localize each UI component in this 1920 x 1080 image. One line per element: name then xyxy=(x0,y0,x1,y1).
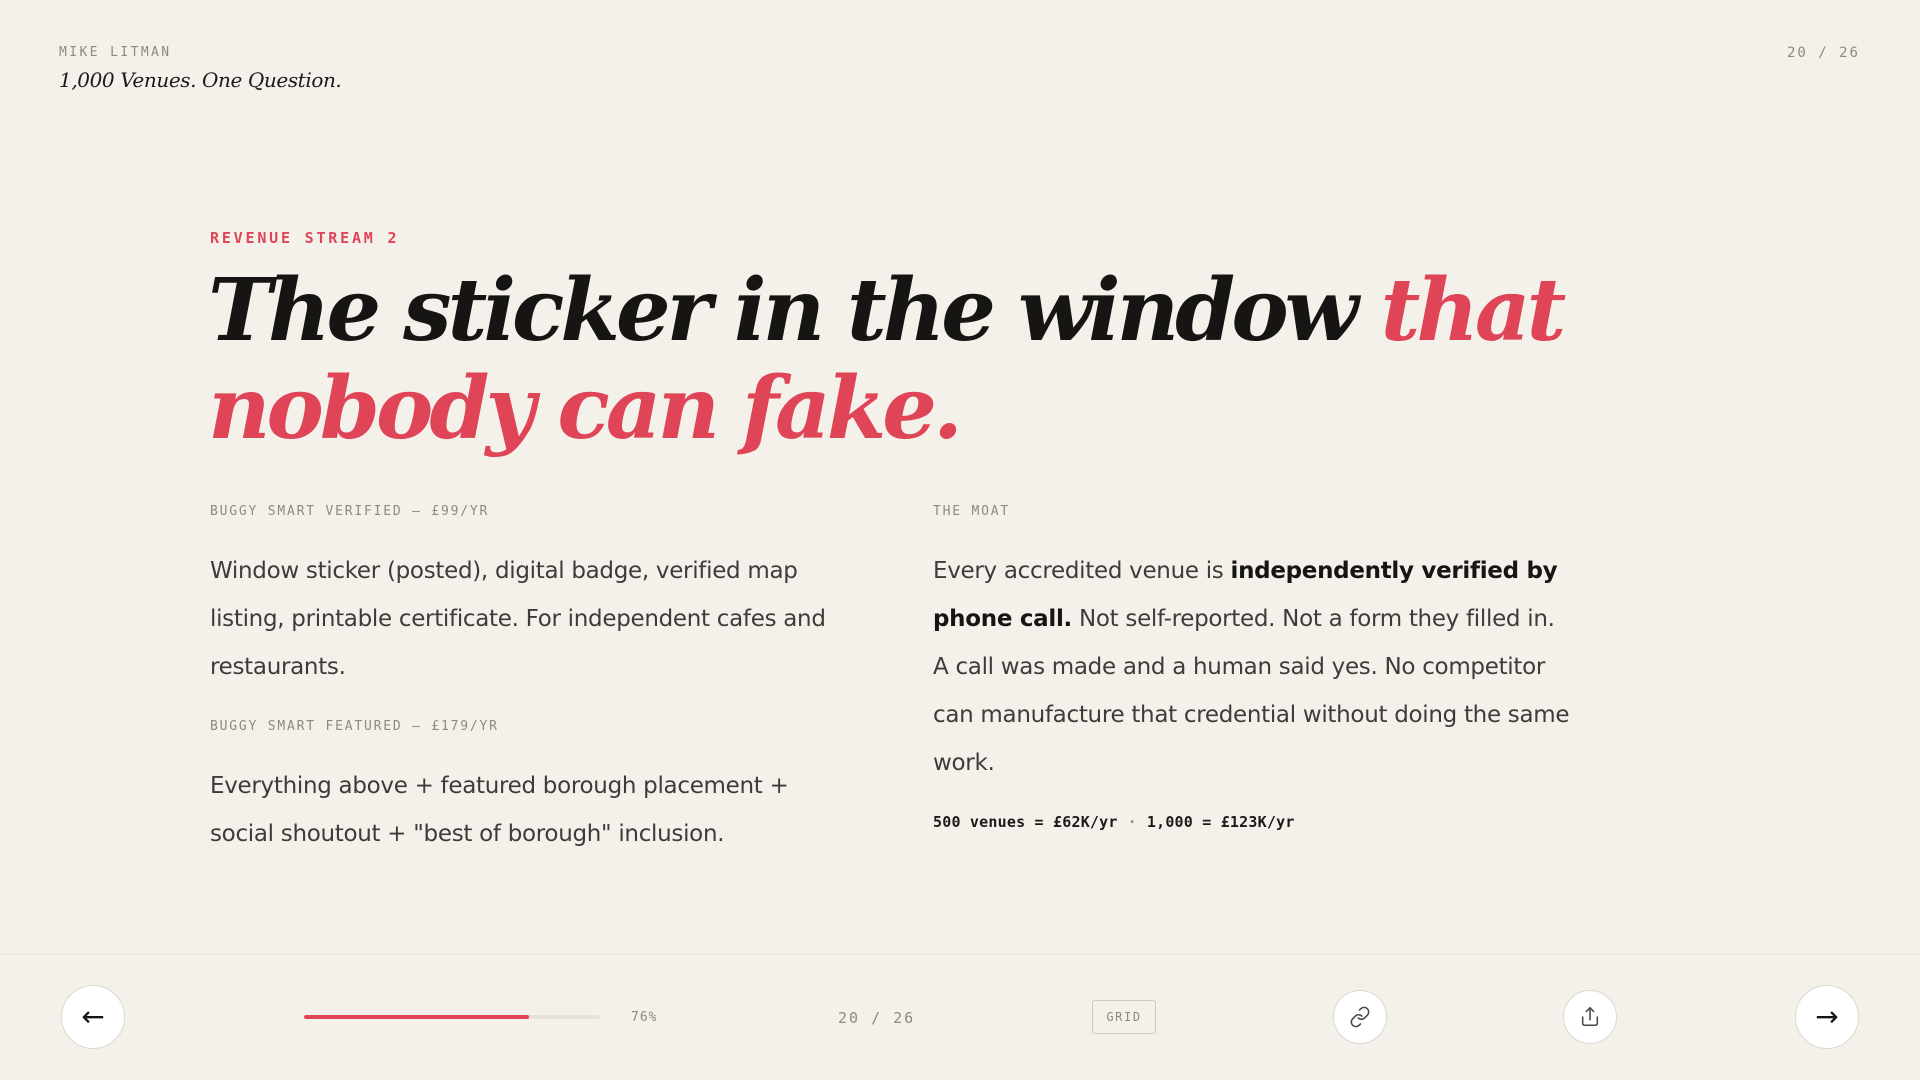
slide-counter-top: 20 / 26 xyxy=(1786,45,1860,61)
slide-eyebrow: REVENUE STREAM 2 xyxy=(210,229,400,247)
arrow-left-icon: ← xyxy=(81,1000,105,1033)
headline-main-text: The sticker in the window xyxy=(208,260,1381,361)
moat-label: THE MOAT xyxy=(933,504,1011,519)
slide-headline xyxy=(208,262,1638,458)
share-icon xyxy=(1579,1006,1601,1028)
progress-bar-fill xyxy=(304,1015,529,1019)
grid-view-button[interactable]: GRID xyxy=(1092,1000,1156,1034)
verified-tier-label: BUGGY SMART VERIFIED — £99/YR xyxy=(210,504,490,519)
pricing-column xyxy=(210,500,850,858)
metric-1000-venues: 1,000 = £123K/yr xyxy=(1146,813,1295,831)
share-button[interactable] xyxy=(1563,990,1617,1044)
featured-tier-label: BUGGY SMART FEATURED — £179/YR xyxy=(210,719,499,734)
moat-rest-text: Not self-reported. Not a form they filled in. A call was made and a human said yes. No competitor can manufacture that credential without doing the same work. xyxy=(933,606,1570,776)
next-slide-button[interactable] xyxy=(1795,985,1859,1049)
slide-counter-bottom: 20 / 26 xyxy=(838,1009,916,1027)
moat-intro-text: Every accredited venue is xyxy=(933,558,1231,584)
author-name: MIKE LITMAN xyxy=(59,45,172,60)
revenue-metrics xyxy=(933,813,1573,831)
moat-column xyxy=(933,500,1573,831)
deck-title: 1,000 Venues. One Question. xyxy=(59,68,342,92)
link-icon xyxy=(1349,1006,1371,1028)
metric-500-venues: 500 venues = £62K/yr xyxy=(933,813,1118,831)
verified-tier-description: Window sticker (posted), digital badge, verified map listing, printable certificate. For independent cafes and restaurants. xyxy=(210,558,826,680)
progress-percent: 76% xyxy=(631,1010,658,1025)
copy-link-button[interactable] xyxy=(1333,990,1387,1044)
progress-bar xyxy=(304,1015,600,1019)
footer-divider xyxy=(0,954,1920,955)
headline-accent-text: that nobody can fake. xyxy=(208,260,1563,459)
arrow-right-icon: → xyxy=(1815,1000,1839,1033)
previous-slide-button[interactable] xyxy=(61,985,125,1049)
metric-separator: · xyxy=(1127,813,1137,831)
featured-tier-description: Everything above + featured borough placement + social shoutout + "best of borough" inclusion. xyxy=(210,773,789,847)
moat-description xyxy=(933,547,1573,787)
moat-emphasis-text: independently verified by phone call. xyxy=(933,558,1558,632)
